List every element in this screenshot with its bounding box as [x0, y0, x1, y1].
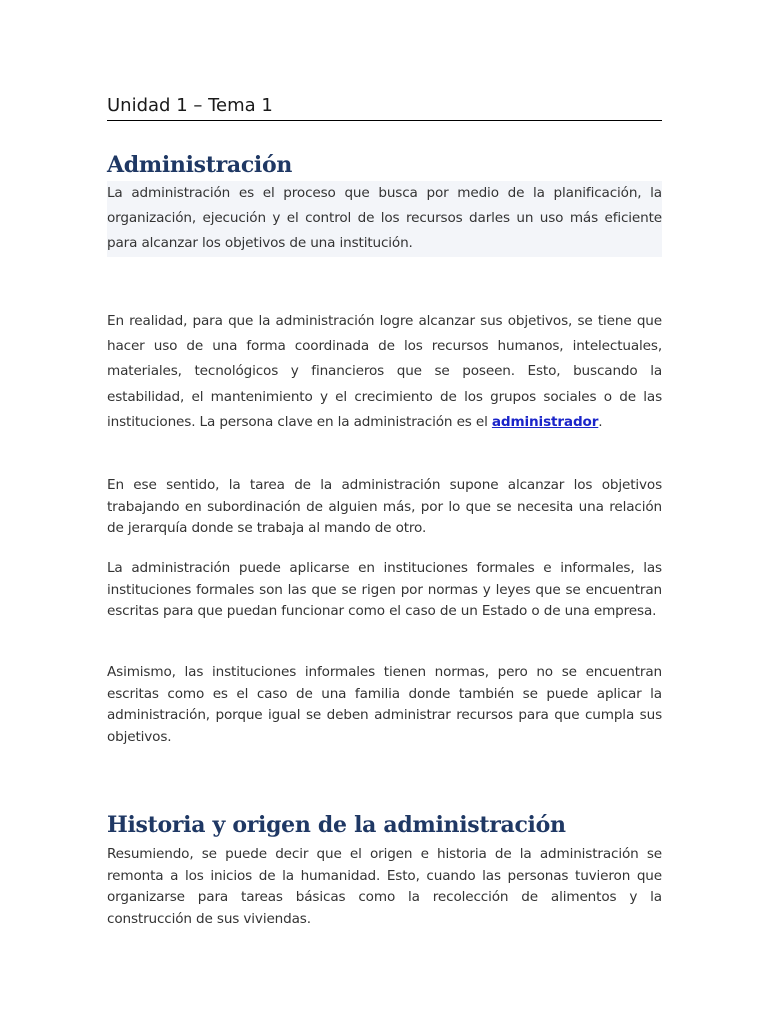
intro-paragraph: La administración es el proceso que busca por medio de la planificación, la organización, ejecución y el control de los recursos darles un uso más eficiente para alcanzar los objetivos de una institución.	[107, 181, 662, 257]
paragraph-resources-end: .	[598, 413, 603, 430]
heading-historia: Historia y origen de la administración	[107, 812, 566, 838]
heading-administracion: Administración	[107, 152, 293, 178]
paragraph-formal-institutions: La administración puede aplicarse en instituciones formales e informales, las instituciones formales son las que se rigen por normas y leyes que se encuentran escritas para que puedan funcionar como el caso de un Estado o de una empresa.	[107, 560, 662, 619]
administrador-link[interactable]: administrador	[491, 413, 599, 430]
paragraph-subordination: En ese sentido, la tarea de la administración supone alcanzar los objetivos trabajando en subordinación de alguien más, por lo que se necesita una relación de jerarquía donde se trabaja al mando de otro.	[107, 477, 662, 536]
paragraph-resources-text: En realidad, para que la administración logre alcanzar sus objetivos, se tiene que hacer uso de una forma coordinada de los recursos humanos, intelectuales, materiales, tecnológicos y financieros que se poseen. Esto, buscando la estabilidad, el mantenimiento y el crecimiento de los grupos sociales o de las instituciones. La persona clave en la administración es el	[107, 313, 662, 430]
unit-title: Unidad 1 – Tema 1	[107, 95, 662, 121]
paragraph-informal-institutions: Asimismo, las instituciones informales tienen normas, pero no se encuentran escritas como es el caso de una familia donde también se puede aplicar la administración, porque igual se deben administrar recursos para que cumpla sus objetivos.	[107, 664, 662, 745]
paragraph-resources	[107, 309, 662, 435]
paragraph-history: Resumiendo, se puede decir que el origen e historia de la administración se remonta a los inicios de la humanidad. Esto, cuando las personas tuvieron que organizarse para tareas básicas como la recolección de alimentos y la construcción de sus viviendas.	[107, 846, 662, 927]
